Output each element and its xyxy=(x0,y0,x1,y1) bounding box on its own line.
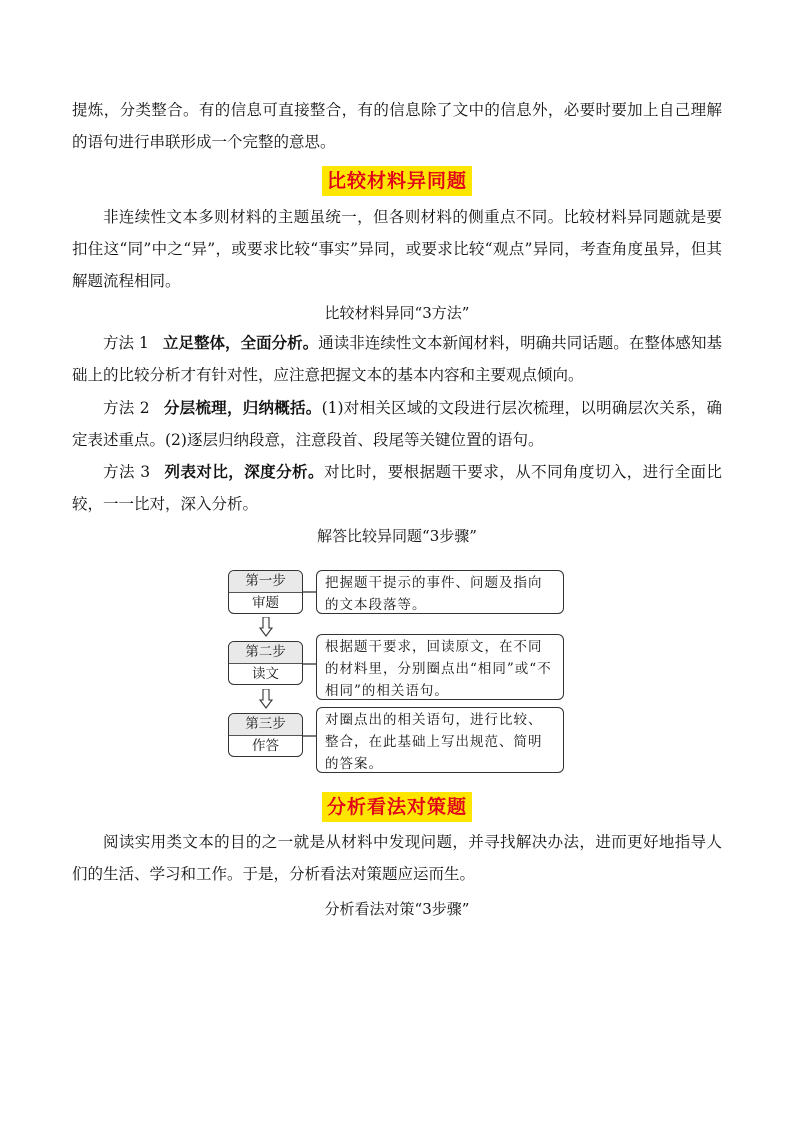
method-3-label: 方法 3 xyxy=(103,463,151,481)
step-1-box xyxy=(228,570,303,614)
method-1-text: 通读非连续性文本新闻材料，明确共同话题。在整体感知基础上的比较分析才有针对性，应注意把握文本的基本内容和主要观点倾向。 xyxy=(72,334,722,384)
step-2-name: 读文 xyxy=(252,666,279,682)
section1-heading-row xyxy=(0,166,794,196)
method-1-label: 方法 1 xyxy=(103,334,149,352)
method-2-key: 分层梳理，归纳概括。 xyxy=(163,399,322,417)
step-2-box xyxy=(228,641,303,685)
section1-paragraph: 非连续性文本多则材料的主题虽统一，但各则材料的侧重点不同。比较材料异同题就是要扣住这“同”中之“异”，或要求比较“事实”异同，或要求比较“观点”异同，考查角度虽异，但其解题流程相同。 xyxy=(72,208,722,290)
method-3-key: 列表对比，深度分析。 xyxy=(164,463,324,481)
step-2-number: 第二步 xyxy=(229,642,302,664)
step-1-connector xyxy=(303,591,316,593)
method-1 xyxy=(72,327,722,391)
step-3-number: 第三步 xyxy=(229,714,302,736)
step-1-number: 第一步 xyxy=(229,571,302,593)
intro-paragraph: 提炼，分类整合。有的信息可直接整合，有的信息除了文中的信息外，必要时要加上自己理解的语句进行串联形成一个完整的意思。 xyxy=(72,101,722,151)
section2-heading: 分析看法对策题 xyxy=(322,792,472,822)
step-3-box xyxy=(228,713,303,757)
section2-steps-title: 分析看法对策“3步骤” xyxy=(324,900,470,918)
method-2-label: 方法 2 xyxy=(103,399,150,417)
section2-paragraph: 阅读实用类文本的目的之一就是从材料中发现问题，并寻找解决办法，进而更好地指导人们的生活、学习和工作。于是，分析看法对策题应运而生。 xyxy=(72,833,722,883)
steps-title: 解答比较异同题“3步骤” xyxy=(317,527,477,545)
step-1-name: 审题 xyxy=(252,595,279,611)
methods-title: 比较材料异同“3方法” xyxy=(324,304,470,322)
step-3-description: 对圈点出的相关语句，进行比较、整合，在此基础上写出规范、简明的答案。 xyxy=(316,707,564,773)
step-3-name: 作答 xyxy=(252,738,279,754)
step-2-description: 根据题干要求，回读原文，在不同的材料里，分别圈点出“相同”或“不相同”的相关语句。 xyxy=(316,634,564,700)
method-3-text: 对比时，要根据题干要求，从不同角度切入，进行全面比较，一一比对，深入分析。 xyxy=(72,463,722,513)
step-3-connector xyxy=(303,735,316,737)
method-3 xyxy=(72,456,722,520)
step-2-connector xyxy=(303,663,316,665)
method-2-text: (1)对相关区域的文段进行层次梳理，以明确层次关系，确定表述重点。(2)逐层归纳段意，注意段首、段尾等关键位置的语句。 xyxy=(72,399,722,449)
section2-heading-row xyxy=(0,792,794,822)
method-1-key: 立足整体，全面分析。 xyxy=(162,334,319,352)
method-2 xyxy=(72,392,722,456)
down-arrow-icon xyxy=(259,689,273,709)
down-arrow-icon xyxy=(259,617,273,637)
step-1-description: 把握题干提示的事件、问题及指向的文本段落等。 xyxy=(316,570,564,614)
section1-heading: 比较材料异同题 xyxy=(322,166,472,196)
